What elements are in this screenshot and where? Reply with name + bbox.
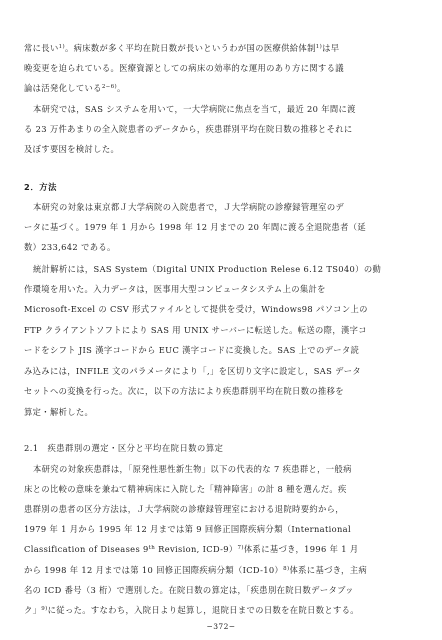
body-line: 晩変更を迫られている。医療資源としての病床の効率的な運用のあり方に関する議: [24, 63, 344, 73]
page-number: −372−: [206, 622, 236, 631]
body-line: 統計解析には，SAS System（Digital UNIX Production Relese 6.12 TS040）の動: [33, 264, 382, 274]
body-line: 本研究では，SAS システムを用いて，一大学病院に焦点を当て，最近 20 年間に渡: [33, 104, 356, 114]
body-line: ータに基づく。1979 年 1 月から 1998 年 12 月までの 20 年間に渡る全退院患者（延: [24, 222, 367, 232]
body-line: 論は活発化している$^{2-6)}$。: [24, 83, 126, 93]
body-line: 本研究の対象疾患群は，「原発性悪性新生物」以下の代表的な 7 疾患群と，一般病: [33, 464, 352, 474]
body-line: から 1998 年 12 月までは第 10 回修正国際疾病分類$(ICD-10)^{8)}$体系に基づき，主病: [24, 565, 367, 575]
body-line: 1979 年 1 月から 1995 年 12 月までは第 9 回修正国際疾病分類（International: [24, 524, 351, 534]
section-heading-methods: 2．方法: [24, 182, 58, 192]
body-line: Microsoft-Excel の CSV 形式ファイルとして提供を受け，Windows98 パソコン上の: [24, 304, 368, 314]
body-line: 算定・解析した。: [24, 407, 94, 417]
body-line: ードをシフト JIS 漢字コードから EUC 漢字コードに変換した。SAS 上でのデータ読: [24, 345, 360, 355]
body-line: セットへの変換を行った。次に，以下の方法により疾患群別平均在院日数の推移を: [24, 386, 344, 396]
body-line: 患群別の患者の区分方法は，Ｊ大学病院の診療録管理室における退院時要約から，: [24, 504, 344, 514]
body-line: 本研究の対象は東京都Ｊ大学病院の入院患者で，Ｊ大学病院の診療録管理室のデ: [33, 202, 345, 212]
body-line: FTP クライアントソフトにより SAS 用 UNIX サーバーに転送した。転送の際，漢字コ: [24, 325, 367, 335]
body-line: 及ぼす要因を検討した。: [24, 144, 120, 154]
body-line: る 23 万件あまりの全入院患者のデータから，疾患群別平均在院日数の推移とそれに: [24, 124, 353, 134]
body-line: 作環境を用いた。入力データは，医事用大型コンピュータシステム上の集計を: [24, 284, 326, 294]
subsection-heading-2-1: 2.1 疾患群別の選定・区分と平均在院日数の算定: [24, 443, 224, 453]
body-line: ク」$^{9)}$に従った。すなわち，入院日より起算し，退院日までの日数を在院日数とする。: [24, 605, 359, 615]
body-line: 常に長い$^{1)}$。病床数が多く平均在院日数が長いというわが国の医療供給体制$^{1)}$は早: [24, 43, 340, 53]
body-line: 名の ICD 番号（3 桁）で選別した。在院日数の算定は，「疾患別在院日数データブッ: [24, 585, 354, 595]
body-line: 数）233,642 である。: [24, 242, 116, 252]
body-line: み込みには，INFILE 文のパラメータにより「,」を区切り文字に設定し，SAS データ: [24, 366, 362, 376]
body-line: 床との比較の意味を兼ねて精神病床に入院した「精神障害」の計 8 種を選んだ。疾: [24, 484, 347, 494]
body-line: Classification of Diseases 9th Revision, ICD-9）$^{7)}$体系に基づき，1996 年 1 月: [24, 544, 359, 554]
